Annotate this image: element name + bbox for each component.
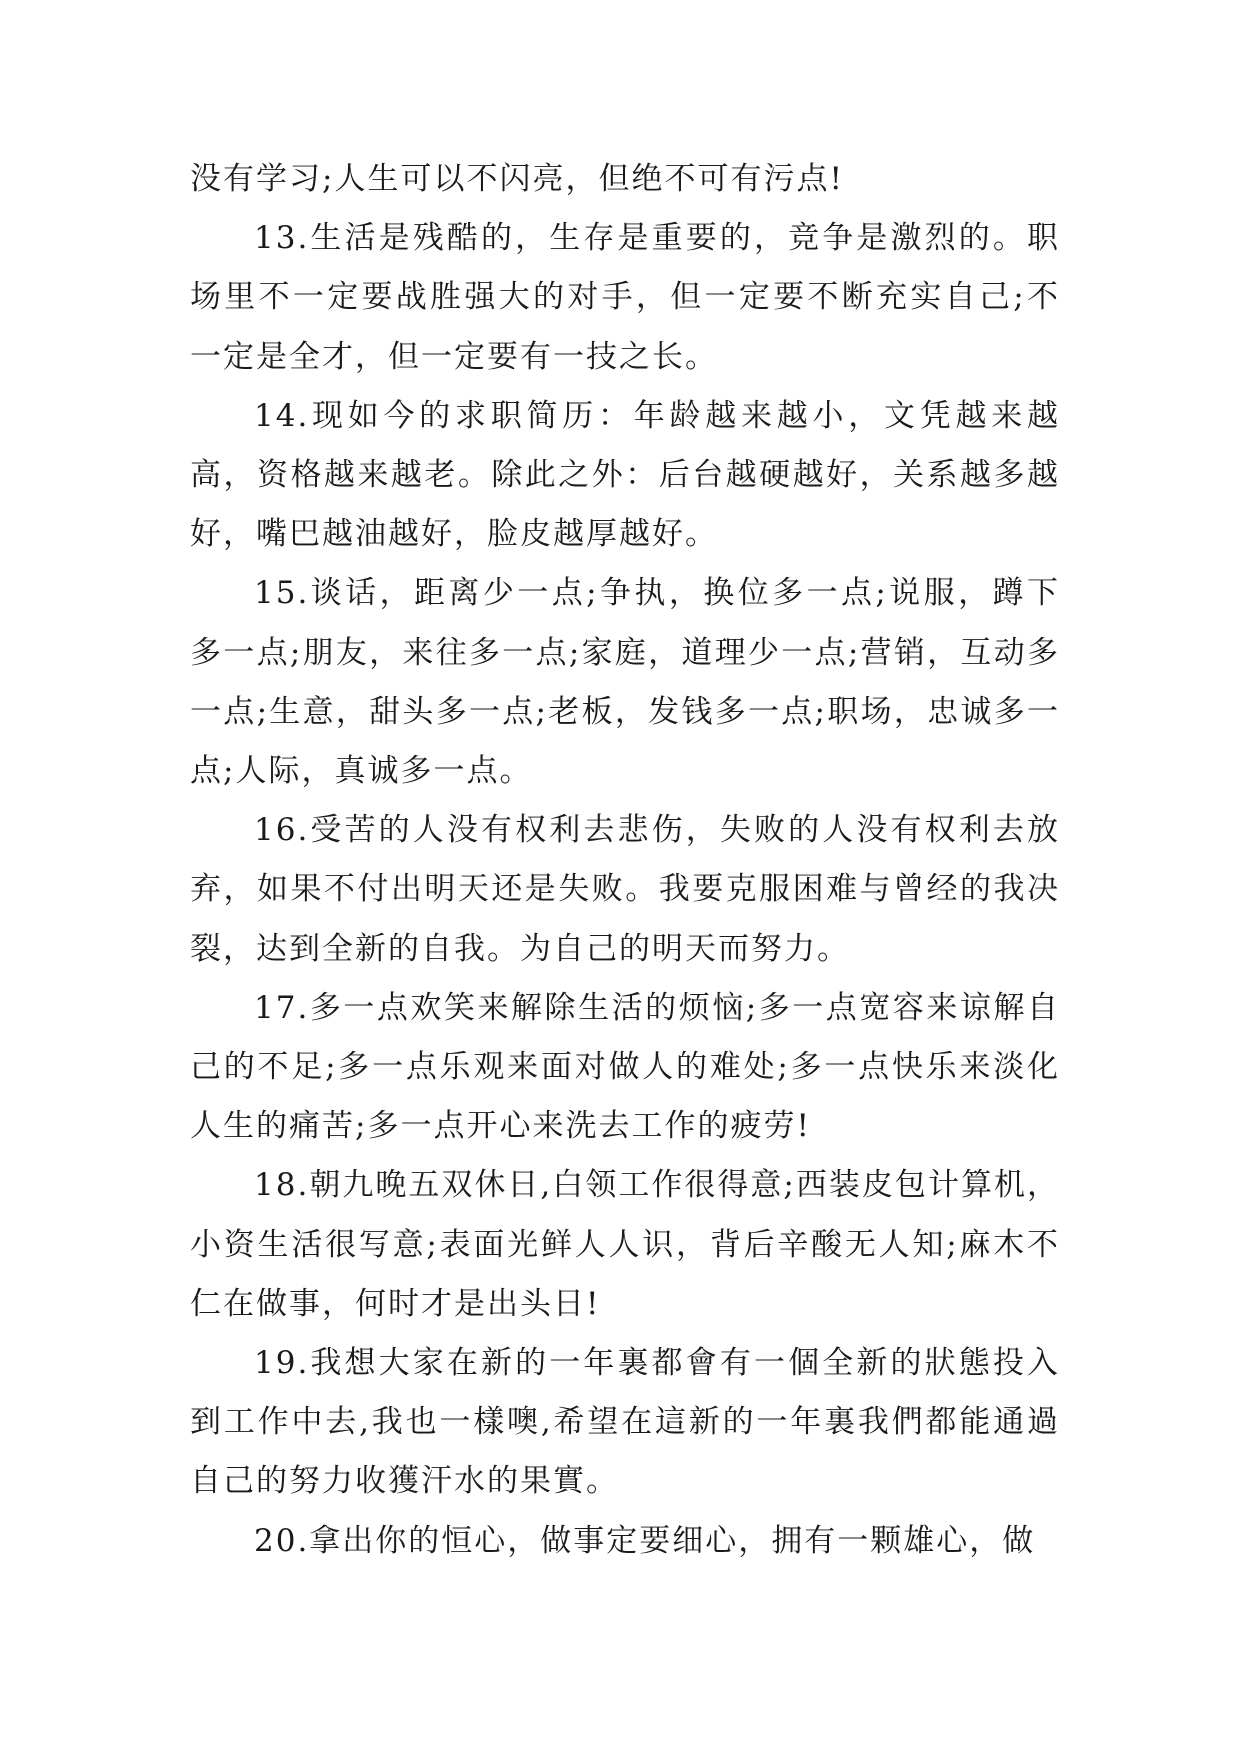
paragraph-20: 20.拿出你的恒心，做事定要细心，拥有一颗雄心，做	[254, 1522, 1036, 1559]
paragraph-19: 19.我想大家在新的一年裏都會有一個全新的狀態投入到工作中去,我也一樣噢,希望在這新的一年裏我們都能通過自己的努力收獲汗水的果實。	[190, 1345, 1060, 1500]
document-page	[190, 150, 1060, 1571]
paragraph-14: 14.现如今的求职简历：年龄越来越小，文凭越来越高，资格越来越老。除此之外：后台越硬越好，关系越多越好，嘴巴越油越好，脸皮越厚越好。	[190, 397, 1060, 553]
paragraph-continuation: 没有学习;人生可以不闪亮，但绝不可有污点!	[190, 161, 844, 197]
paragraph-13: 13.生活是残酷的，生存是重要的，竞争是激烈的。职场里不一定要战胜强大的对手，但一定要不断充实自己;不一定是全才，但一定要有一技之长。	[190, 220, 1060, 375]
paragraph-15: 15.谈话，距离少一点;争执，换位多一点;说服，蹲下多一点;朋友，来往多一点;家庭，道理少一点;营销，互动多一点;生意，甜头多一点;老板，发钱多一点;职场，忠诚多一点;人际，真诚多一点。	[190, 575, 1060, 790]
paragraph-18: 18.朝九晚五双休日,白领工作很得意;西装皮包计算机，小资生活很写意;表面光鲜人人识，背后辛酸无人知;麻木不仁在做事，何时才是出头日!	[190, 1167, 1060, 1322]
paragraph-16: 16.受苦的人没有权利去悲伤，失败的人没有权利去放弃，如果不付出明天还是失败。我要克服困难与曾经的我决裂，达到全新的自我。为自己的明天而努力。	[190, 812, 1060, 967]
paragraph-17: 17.多一点欢笑来解除生活的烦恼;多一点宽容来谅解自己的不足;多一点乐观来面对做人的难处;多一点快乐来淡化人生的痛苦;多一点开心来洗去工作的疲劳!	[190, 989, 1060, 1145]
